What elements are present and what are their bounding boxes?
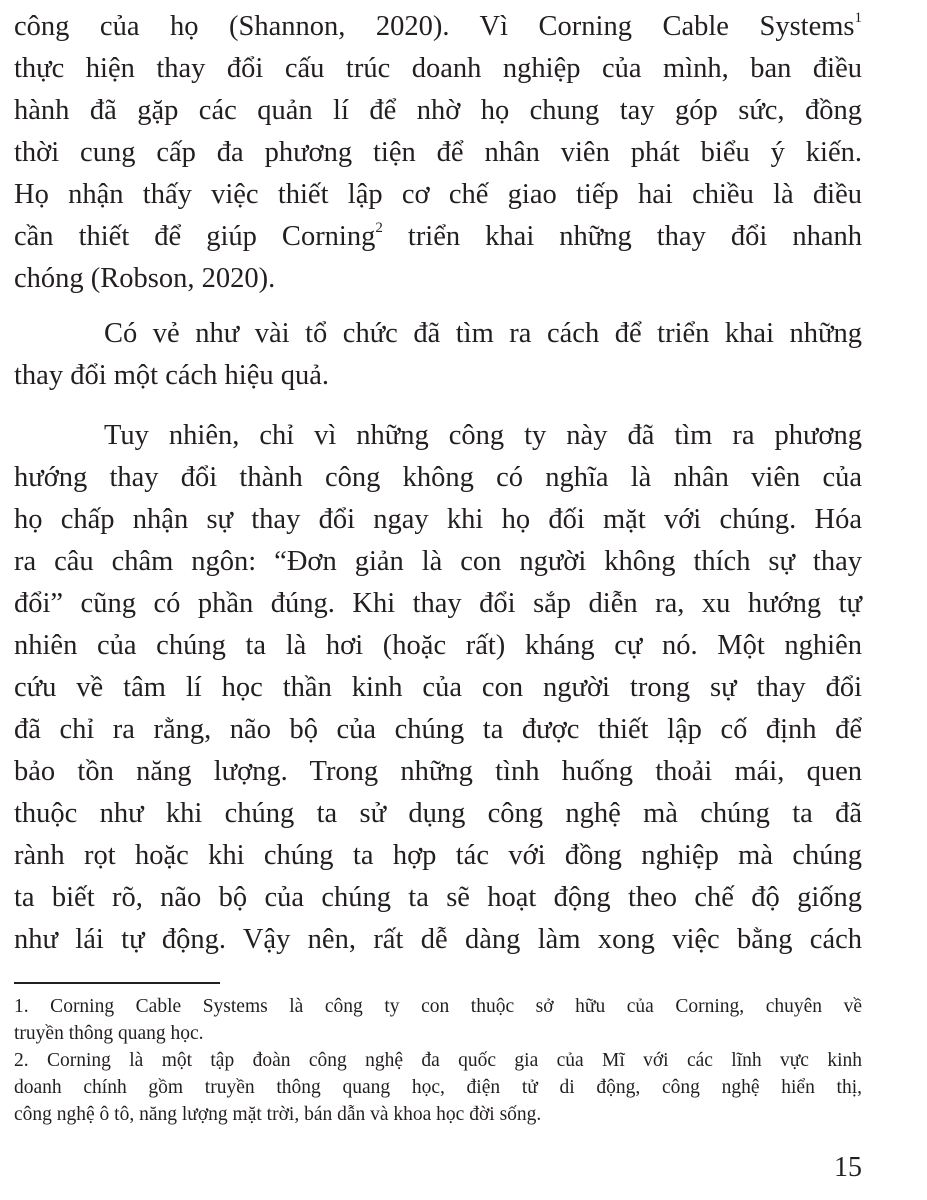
text-line: chóng (Robson, 2020).: [14, 263, 276, 294]
text-line: thuộc như khi chúng ta sử dụng công nghệ mà chúng ta đã: [14, 798, 862, 829]
text-line: bảo tồn năng lượng. Trong những tình huống thoải mái, quen: [14, 756, 862, 787]
page-number: 15: [834, 1152, 862, 1183]
text-line: hành đã gặp các quản lí để nhờ họ chung tay góp sức, đồng: [14, 95, 862, 126]
footnotes: [14, 993, 862, 1128]
text-span: cần thiết để giúp Corning: [14, 221, 376, 252]
footnote-2-line: doanh chính gồm truyền thông quang học, điện tử di động, công nghệ hiển thị,: [14, 1077, 862, 1098]
footnote-1-line: 1. Corning Cable Systems là công ty con thuộc sở hữu của Corning, chuyên về: [14, 996, 862, 1017]
paragraph-3: [14, 415, 862, 961]
text-line: Có vẻ như vài tổ chức đã tìm ra cách để triển khai những: [104, 318, 862, 349]
text-line: đã chỉ ra rằng, não bộ của chúng ta được thiết lập cố định để: [14, 714, 862, 745]
text-line: thực hiện thay đổi cấu trúc doanh nghiệp của mình, ban điều: [14, 53, 862, 84]
text-line: nhiên của chúng ta là hơi (hoặc rất) kháng cự nó. Một nghiên: [14, 630, 862, 661]
text-span: triển khai những thay đổi nhanh: [382, 221, 862, 252]
footnote-1-line: truyền thông quang học.: [14, 1023, 204, 1044]
text-line: Tuy nhiên, chỉ vì những công ty này đã tìm ra phương: [104, 420, 862, 451]
text-line: đổi” cũng có phần đúng. Khi thay đổi sắp diễn ra, xu hướng tự: [14, 588, 862, 619]
text-line: họ chấp nhận sự thay đổi ngay khi họ đối mặt với chúng. Hóa: [14, 504, 862, 535]
footnote-2-line: công nghệ ô tô, năng lượng mặt trời, bán dẫn và khoa học đời sống.: [14, 1104, 542, 1125]
text-line: hướng thay đổi thành công không có nghĩa là nhân viên của: [14, 462, 862, 493]
text-line: rành rọt hoặc khi chúng ta hợp tác với đồng nghiệp mà chúng: [14, 840, 862, 871]
text-line: ra câu châm ngôn: “Đơn giản là con người không thích sự thay: [14, 546, 862, 577]
text-line: thời cung cấp đa phương tiện để nhân viên phát biểu ý kiến.: [14, 137, 862, 168]
footnote-ref-1[interactable]: 1: [854, 10, 862, 26]
paragraph-2: [14, 313, 862, 397]
footnote-ref-2[interactable]: 2: [375, 220, 383, 236]
footnote-2-line: 2. Corning là một tập đoàn công nghệ đa quốc gia của Mĩ với các lĩnh vực kinh: [14, 1050, 862, 1071]
text-line: như lái tự động. Vậy nên, rất dễ dàng làm xong việc bằng cách: [14, 924, 862, 955]
paragraph-1: [14, 6, 862, 300]
text-line: cứu về tâm lí học thần kinh của con người trong sự thay đổi: [14, 672, 862, 703]
text-line: [14, 6, 862, 48]
text-line: ta biết rõ, não bộ của chúng ta sẽ hoạt động theo chế độ giống: [14, 882, 862, 913]
text-line: Họ nhận thấy việc thiết lập cơ chế giao tiếp hai chiều là điều: [14, 179, 862, 210]
text-line: [14, 216, 862, 258]
footnote-divider: [14, 982, 220, 984]
text-span: công của họ (Shannon, 2020). Vì Corning Cable Systems: [14, 11, 855, 42]
text-line: thay đổi một cách hiệu quả.: [14, 360, 329, 391]
